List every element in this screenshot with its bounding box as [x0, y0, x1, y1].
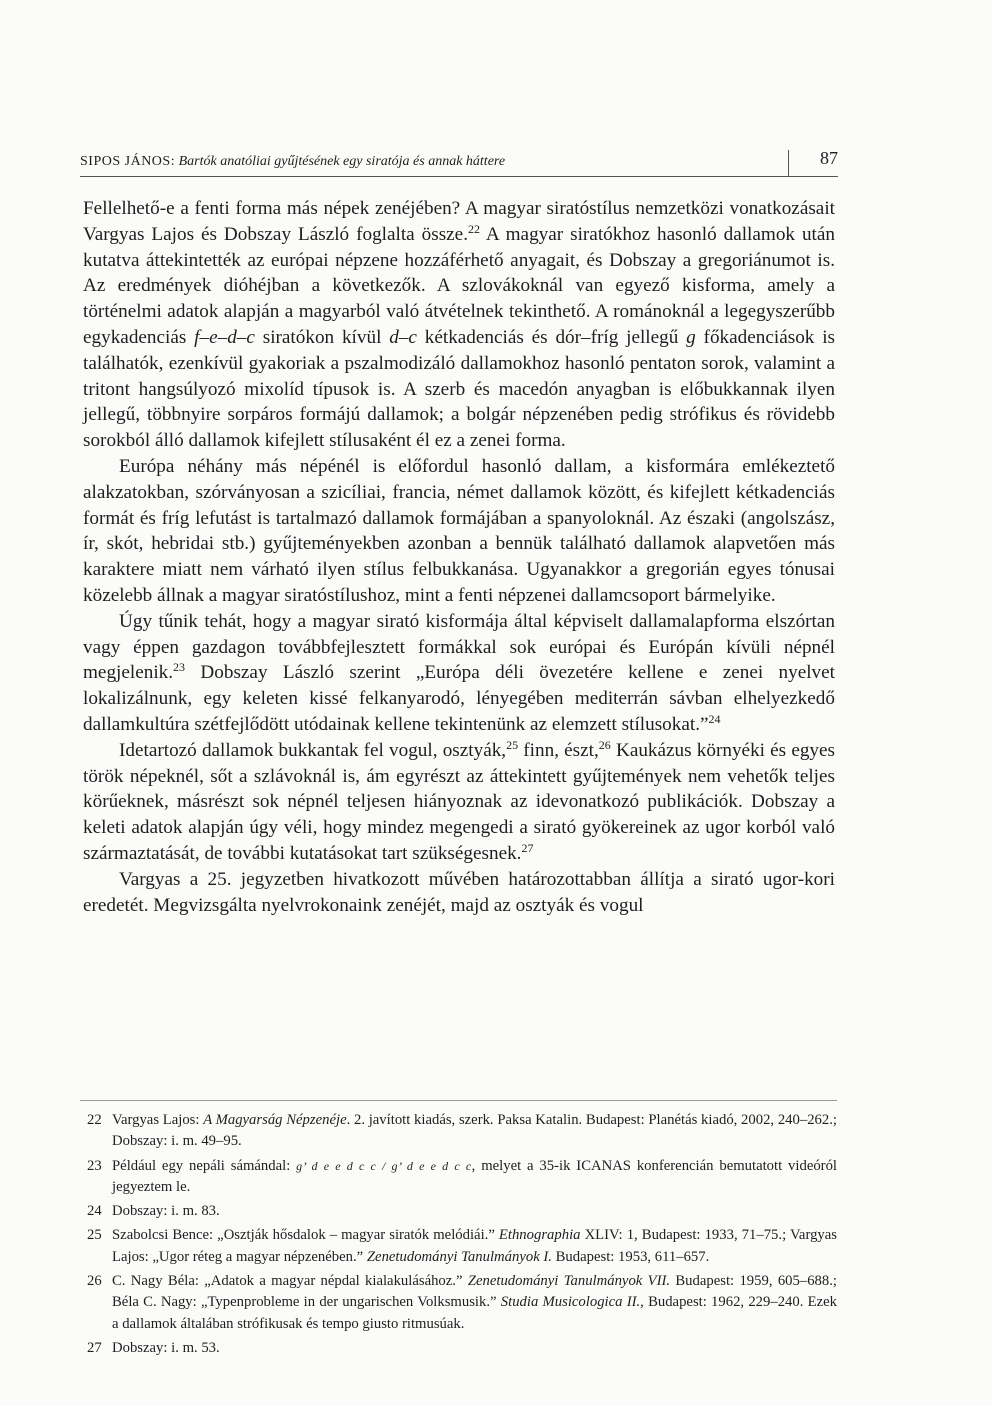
- main-text: [83, 196, 835, 918]
- paragraph-5: Vargyas a 25. jegyzetben hivatkozott művében határozottabban állítja a sirató ugor-kori eredetét. Megvizsgálta nyelvrokonaink zenéjét, majd az osztyák és vogul: [83, 868, 835, 916]
- footnote-number: 24: [87, 1203, 102, 1220]
- footnotes: [80, 1110, 837, 1362]
- footnote-ref-23[interactable]: 23: [173, 660, 186, 675]
- footnote-number: 26: [87, 1273, 102, 1290]
- text-run: A magyar siratókhoz hasonló dallamok után kutatva áttekintették az európai népzene hozzáférhető anyagait, és Dobszay a gregoriánumot is. Az eredmények dióhéjban a következők. A szlovákoknál van egyező kisforma, amely a történelmi adatok alapján a magyarból való átvételnek tekinthető. A románoknál a legegyszerűbb egykadenciás: [83, 223, 836, 348]
- footnote-ref-26[interactable]: 26: [598, 737, 611, 752]
- footnote-number: 25: [87, 1227, 102, 1244]
- text-run: finn, észt,: [518, 739, 599, 761]
- header-divider: [788, 150, 789, 176]
- text-run: Budapest: 1953, 611–657.: [551, 1248, 710, 1265]
- footnote-divider: [80, 1100, 837, 1101]
- journal-title: Zenetudományi Tanulmányok VII.: [467, 1273, 671, 1290]
- journal-title: Zenetudományi Tanulmányok I.: [366, 1248, 552, 1265]
- italic-notes: d–c: [389, 326, 417, 348]
- footnote-23: [80, 1156, 837, 1199]
- text-run: kétkadenciás és dór–fríg jellegű: [416, 326, 687, 348]
- text-run: Szabolcsi Bence: „Osztják hősdalok – magyar siratók melódiái.”: [112, 1227, 499, 1244]
- footnote-number: 23: [87, 1157, 102, 1174]
- text-run: Kaukázus környéki és egyes török népeknél, sőt a szlávoknál is, ám egyrészt az áttekintett gyűjtemények nem vehetők teljes körűeknek, másrészt sok népnél teljesen hiányoznak az idevonatkozó publikációk. Dobszay a keleti adatok alapján úgy véli, hogy mindez megengedi a sirató gyökereinek az ugor korból való származtatását, de további kutatásokat tart szükségesnek.: [83, 739, 836, 864]
- text-run: Például egy nepáli sámándal:: [112, 1157, 297, 1174]
- paragraph-3: [83, 609, 835, 738]
- footnote-26: [80, 1271, 837, 1335]
- italic-notes: g: [686, 326, 696, 348]
- text-run: Dobszay: i. m. 83.: [112, 1203, 220, 1220]
- text-run: C. Nagy Béla: „Adatok a magyar népdal kialakulásához.”: [112, 1273, 468, 1290]
- footnote-27: [80, 1338, 837, 1359]
- footnote-24: [80, 1201, 837, 1222]
- text-run: . 2. javított kiadás, szerk. Paksa Katalin. Budapest: Planétás kiadó, 2002, 240–262.; Dobszay: i. m. 49–95.: [112, 1112, 837, 1150]
- footnote-ref-27[interactable]: 27: [521, 840, 534, 855]
- text-run: főkadenciások is találhatók, ezenkívül gyakoriak a pszalmodizáló dallamokhoz hasonló pentaton sorok, valamint a tritont hangsúlyozó mixolíd típusok is. A szerb és macedón anyagban is előbukkannak ilyen jellegű, többnyire sorpáros formájú dallamok; a bolgár népzenében pedig strófikus és rövidebb sorokból álló dallamok kifejlett stílusaként él ez a zenei forma.: [83, 326, 835, 452]
- text-run: Budapest: 1959, 605–688.; Béla C. Nagy: „Typenprobleme in der ungarischen Volksmusik.”: [112, 1273, 837, 1311]
- text-run: Úgy tűnik tehát, hogy a magyar sirató kisformája által képviselt dallamalapforma elszórtan vagy éppen gazdagon továbbfejlesztett formákkal sok európai és Európán kívüli népnél megjelenik.: [83, 610, 835, 684]
- paragraph-4: [83, 738, 835, 867]
- paragraph-1: [83, 196, 835, 454]
- footnote-25: [80, 1225, 837, 1268]
- tone-notation: g’ d e e d c c / g’ d e e d c c: [296, 1158, 472, 1173]
- header-title: Bartók anatóliai gyűjtésének egy siratója és annak háttere: [178, 154, 506, 169]
- running-header: [80, 146, 838, 177]
- footnote-number: 22: [87, 1112, 102, 1128]
- text-run: Idetartozó dallamok bukkantak fel vogul, osztyák,: [119, 739, 507, 761]
- text-run: Fellelhető-e a fenti forma más népek zenéjében? A magyar siratóstílus nemzetközi vonatkozásait Vargyas Lajos és Dobszay László foglalta össze.: [83, 198, 835, 245]
- footnote-ref-25[interactable]: 25: [506, 737, 519, 752]
- text-run: Vargyas Lajos:: [112, 1112, 204, 1128]
- book-title: A Magyarság Népzenéje: [203, 1112, 347, 1128]
- text-run: Dobszay László szerint „Európa déli övezetére kellene e zenei nyelvet lokalizálnunk, egy keleten kissé felkanyarodó, lényegében mediterrán sávban elhelyezkedő dallamkultúra szétfejlődött utódainak kellene tekintenünk az elemzett stílusokat.”: [83, 662, 835, 735]
- header-author: SIPOS JÁNOS:: [80, 154, 176, 169]
- paragraph-2: Európa néhány más népénél is előfordul hasonló dallam, a kisformára emlékeztető alakzatokban, szórványosan a szicíliai, francia, német dallamok között, és kifejlett kétkadenciás formát és fríg lefutást is tartalmazó dallamok formájában a spanyoloknál. Az északi (angolszász, ír, skót, hebridai stb.) gyűjteményekben azonban a bennük található dallamok alapvetően más karaktere miatt nem várható ilyen stílus felbukkanása. Ugyanakkor a gregorián egyes tónusai közelebb állnak a magyar siratóstílushoz, mint a fenti népzenei dallamcsoport bármelyike.: [83, 455, 835, 606]
- text-run: Dobszay: i. m. 53.: [112, 1339, 220, 1356]
- footnote-22: [80, 1110, 837, 1153]
- journal-title: Studia Musicologica II.: [500, 1294, 641, 1311]
- text-run: , Budapest: 1962, 229–240. Ezek a dallamok általában strófikusak és tempo giusto ritmusúak.: [112, 1294, 837, 1332]
- footnote-number: 27: [87, 1339, 102, 1356]
- header-text: [80, 154, 505, 170]
- journal-title: Ethnographia: [498, 1227, 581, 1244]
- text-run: XLIV: 1, Budapest: 1933, 71–75.; Vargyas Lajos: „Ugor réteg a magyar népzenében.”: [112, 1227, 837, 1265]
- page-number: 87: [820, 148, 838, 168]
- footnote-ref-24[interactable]: 24: [708, 711, 721, 726]
- italic-notes: f–e–d–c: [194, 326, 255, 348]
- text-run: siratókon kívül: [254, 326, 390, 348]
- footnote-ref-22[interactable]: 22: [468, 221, 480, 236]
- text-run: , melyet a 35-ik ICANAS konferencián bemutatott videóról jegyeztem le.: [112, 1157, 837, 1195]
